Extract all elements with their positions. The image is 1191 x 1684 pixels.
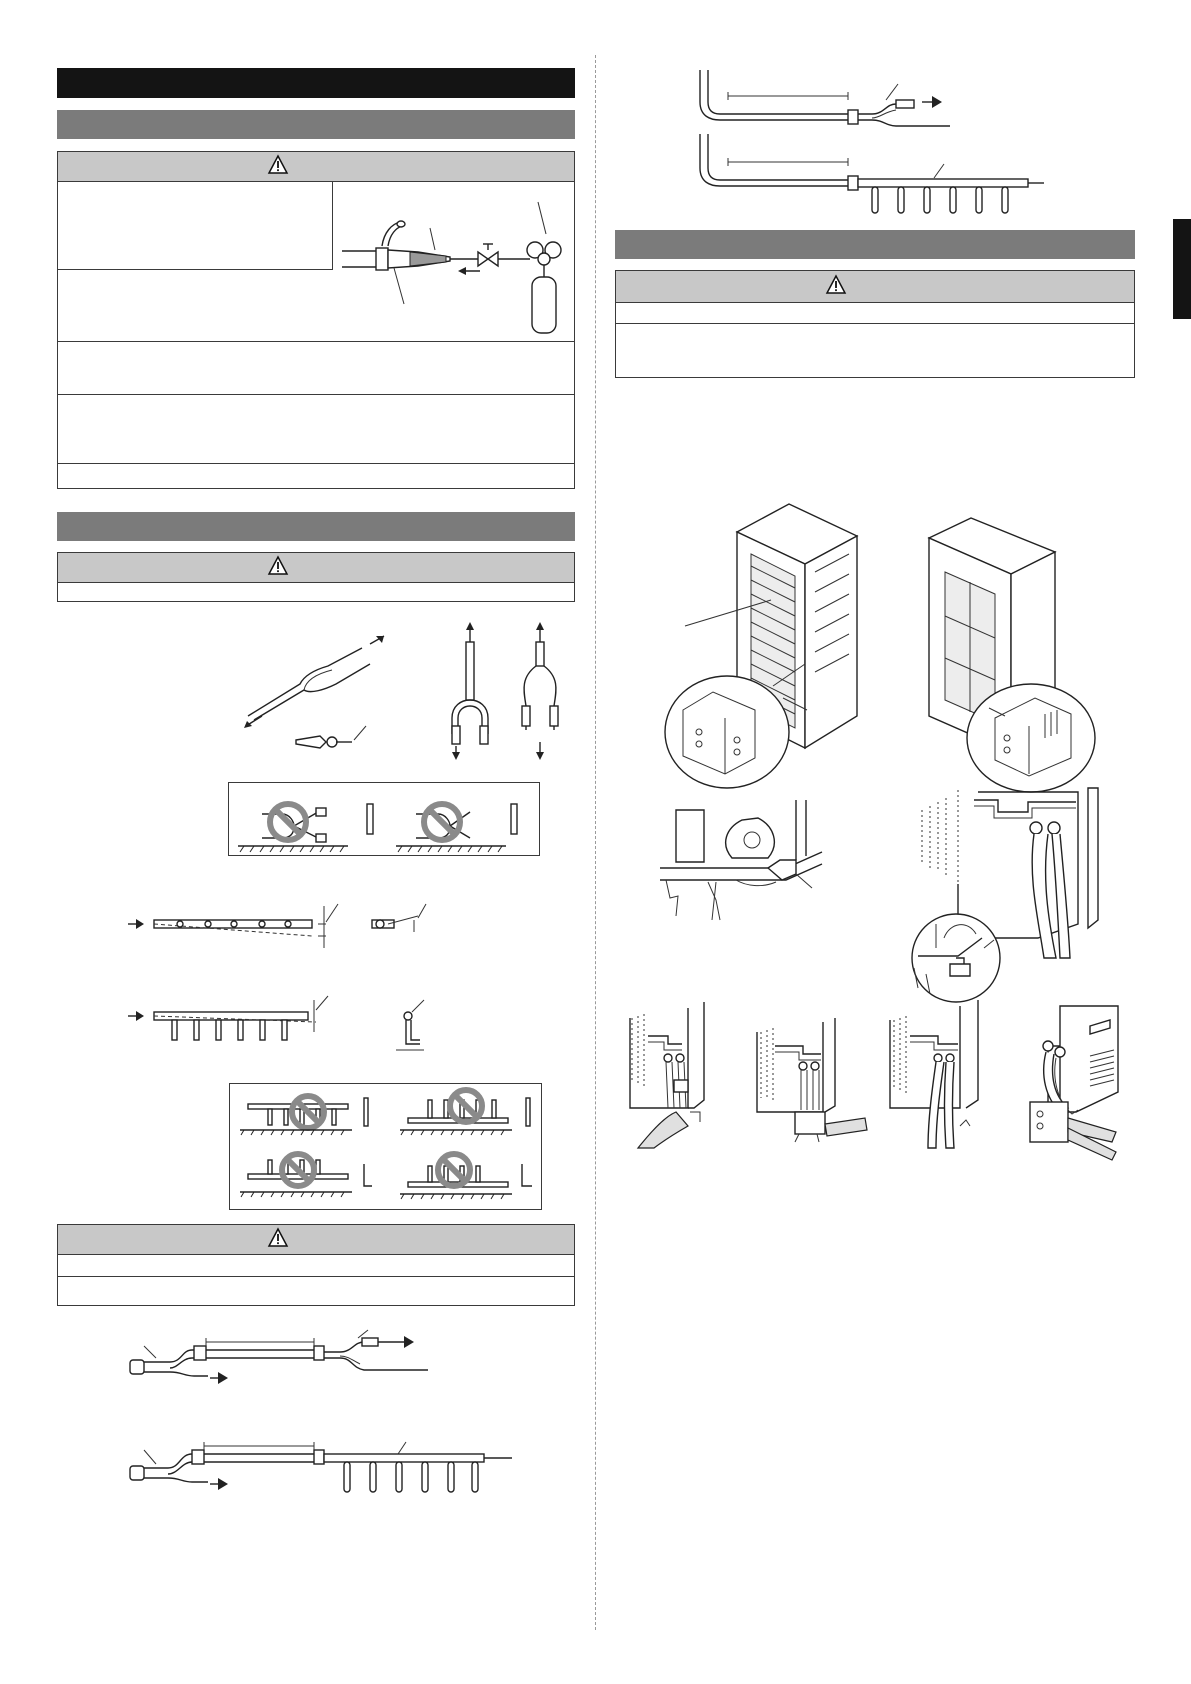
branch-distance-diagram-1 [128, 1330, 448, 1400]
warning-triangle-icon [268, 155, 288, 175]
pipe-routing-view-2 [755, 1018, 885, 1148]
warning-header-2 [58, 553, 574, 583]
subsection-bar-2 [57, 512, 575, 541]
side-tab [1173, 219, 1191, 319]
base-pipe-outlet-detail [656, 800, 826, 940]
unit-side-pipe-routing [898, 788, 1118, 998]
vertical-branch-diagram [440, 622, 560, 762]
outdoor-unit-illustration [655, 502, 1121, 802]
divider [616, 323, 1134, 324]
divider [58, 1276, 574, 1277]
brazing-nitrogen-diagram [338, 200, 578, 340]
divider [58, 394, 574, 395]
pipe-length-diagram-right [700, 70, 1060, 210]
warning-box-2 [57, 552, 575, 602]
subsection-bar-3 [615, 230, 1135, 259]
warning-triangle-icon [268, 556, 288, 576]
inner-text-box [58, 181, 333, 270]
warning-triangle-icon [826, 275, 846, 295]
warning-triangle-icon [268, 1228, 288, 1248]
warning-header-1 [58, 152, 574, 182]
divider [58, 463, 574, 464]
incorrect-header-installation-diagram [240, 1090, 540, 1206]
pipe-routing-view-3 [888, 1000, 1008, 1148]
warning-box-3 [57, 1224, 575, 1306]
pipe-routing-view-1 [628, 1002, 748, 1148]
divider [58, 341, 574, 342]
pipe-routing-view-4 [1020, 1006, 1120, 1166]
incorrect-installation-diagram [238, 790, 538, 852]
header-slope-diagram [128, 902, 448, 952]
warning-header-3 [58, 1225, 574, 1255]
header-drops-diagram [128, 996, 448, 1066]
section-title-bar [57, 68, 575, 98]
y-branch-pipe-diagram [244, 628, 394, 758]
warning-header-4 [616, 271, 1134, 303]
warning-box-4 [615, 270, 1135, 378]
branch-distance-diagram-2 [128, 1420, 528, 1520]
subsection-bar-1 [57, 110, 575, 139]
column-divider [595, 55, 596, 1630]
